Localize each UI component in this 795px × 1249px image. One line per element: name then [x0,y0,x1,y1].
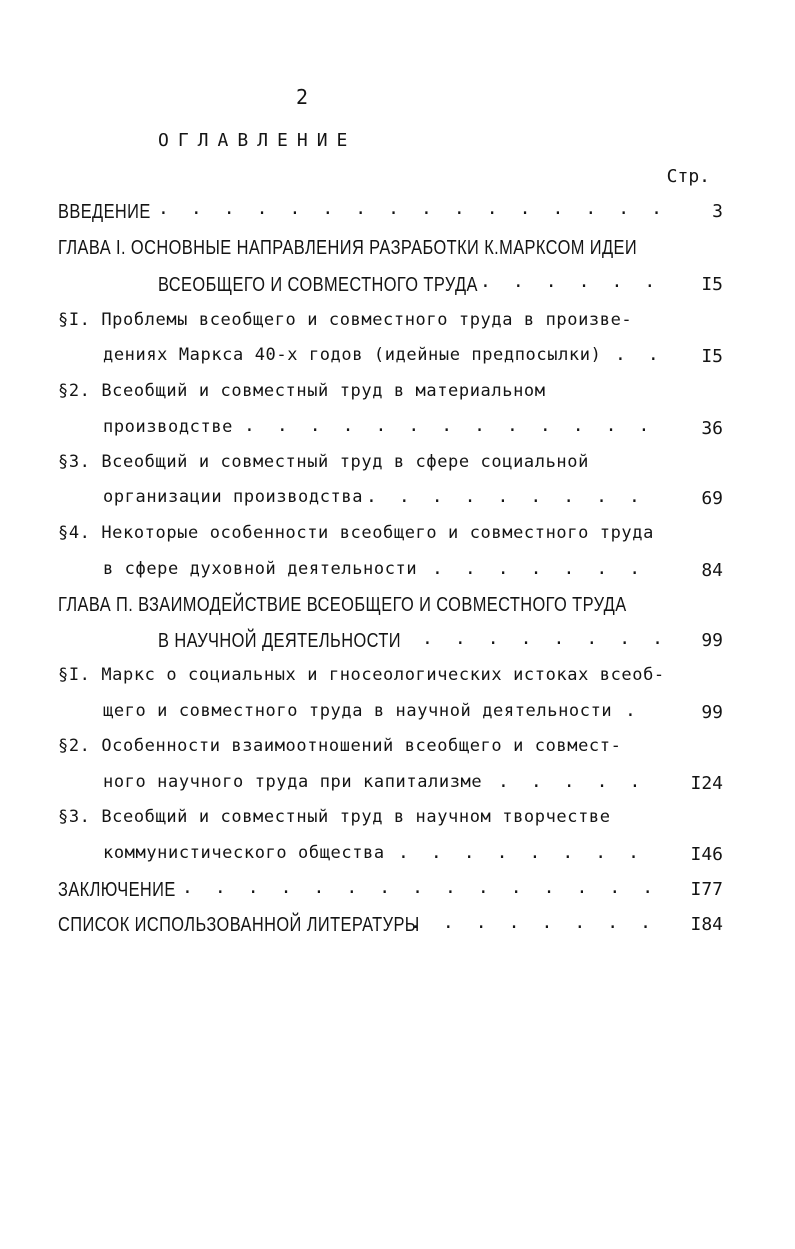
toc-page-number: I77 [690,879,723,900]
toc-section-1-3-line-1: §3. Всеобщий и совместный труд в сфере социальной [58,452,589,472]
toc-section-2-2-line-1: §2. Особенности взаимоотношений всеобщего и совмест- [58,736,622,756]
toc-section-1-4-line-2: в сфере духовной деятельности [103,559,418,579]
toc-section-2-2-line-2: ного научного труда при капитализме [103,772,483,792]
toc-section-1-2-line-2: производстве [103,417,234,437]
toc-section-2-1-line-1: §I. Маркс о социальных и гносеологических истоках всеоб- [58,665,665,685]
toc-leader-dots: . . . . . . . . . . . . . [244,415,655,436]
toc-entry-introduction: ВВЕДЕНИЕ [58,201,151,223]
toc-leader-dots: . . . . . . . . . . . . . . . . [158,198,668,219]
toc-page-number: 36 [701,418,723,439]
toc-chapter-1-line-2: ВСЕОБЩЕГО И СОВМЕСТНОГО ТРУДА [158,274,478,296]
toc-section-1-2-line-1: §2. Всеобщий и совместный труд в материальном [58,381,546,401]
toc-section-1-1-line-2: дениях Маркса 40-х годов (идейные предпосылки) [103,345,602,365]
toc-chapter-2-line-1: ГЛАВА П. ВЗАИМОДЕЙСТВИЕ ВСЕОБЩЕГО И СОВМЕСТНОГО ТРУДА [58,594,627,616]
toc-leader-dots: . . . . . . . . [410,912,657,933]
page-number: 2 [296,85,309,109]
toc-leader-dots: . . [615,344,665,365]
toc-leader-dots: . . . . . . . [432,558,646,579]
page-column-label: Стр. [666,166,710,187]
toc-section-1-1-line-1: §I. Проблемы всеобщего и совместного труда в произве- [58,310,633,330]
toc-section-1-4-line-1: §4. Некоторые особенности всеобщего и совместного труда [58,523,654,543]
toc-leader-dots: . . . . . . . . . [366,486,646,507]
toc-chapter-2-line-2: В НАУЧНОЙ ДЕЯТЕЛЬНОСТИ [158,630,401,652]
toc-page-number: 99 [701,702,723,723]
toc-page-number: 3 [712,201,723,222]
toc-page-number: 84 [701,560,723,581]
toc-leader-dots: . [625,700,642,721]
toc-page-number: I24 [690,773,723,794]
toc-page-number: I84 [690,914,723,935]
toc-leader-dots: . . . . . . . . [422,628,669,649]
toc-section-1-3-line-2: организации производства [103,487,364,507]
toc-page-number: 99 [701,630,723,651]
toc-section-2-3-line-2: коммунистического общества [103,843,385,863]
toc-leader-dots: . . . . . . . . . . . . . . . [182,877,659,898]
toc-page-number: I5 [701,346,723,367]
toc-leader-dots: . . . . . [498,771,646,792]
toc-page-number: I46 [690,844,723,865]
toc-page-number: 69 [701,488,723,509]
toc-entry-conclusion: ЗАКЛЮЧЕНИЕ [58,879,176,901]
toc-page-number: I5 [701,274,723,295]
toc-leader-dots: . . . . . . . . [398,842,645,863]
toc-leader-dots: . . . . . . [480,271,661,292]
toc-section-2-3-line-1: §3. Всеобщий и совместный труд в научном творчестве [58,807,611,827]
page-title: ОГЛАВЛЕНИЕ [158,130,357,151]
toc-chapter-1-line-1: ГЛАВА I. ОСНОВНЫЕ НАПРАВЛЕНИЯ РАЗРАБОТКИ К.МАРКСОМ ИДЕИ [58,237,638,259]
toc-entry-references: СПИСОК ИСПОЛЬЗОВАННОЙ ЛИТЕРАТУРЫ [58,914,420,936]
toc-section-2-1-line-2: щего и совместного труда в научной деятельности [103,701,613,721]
